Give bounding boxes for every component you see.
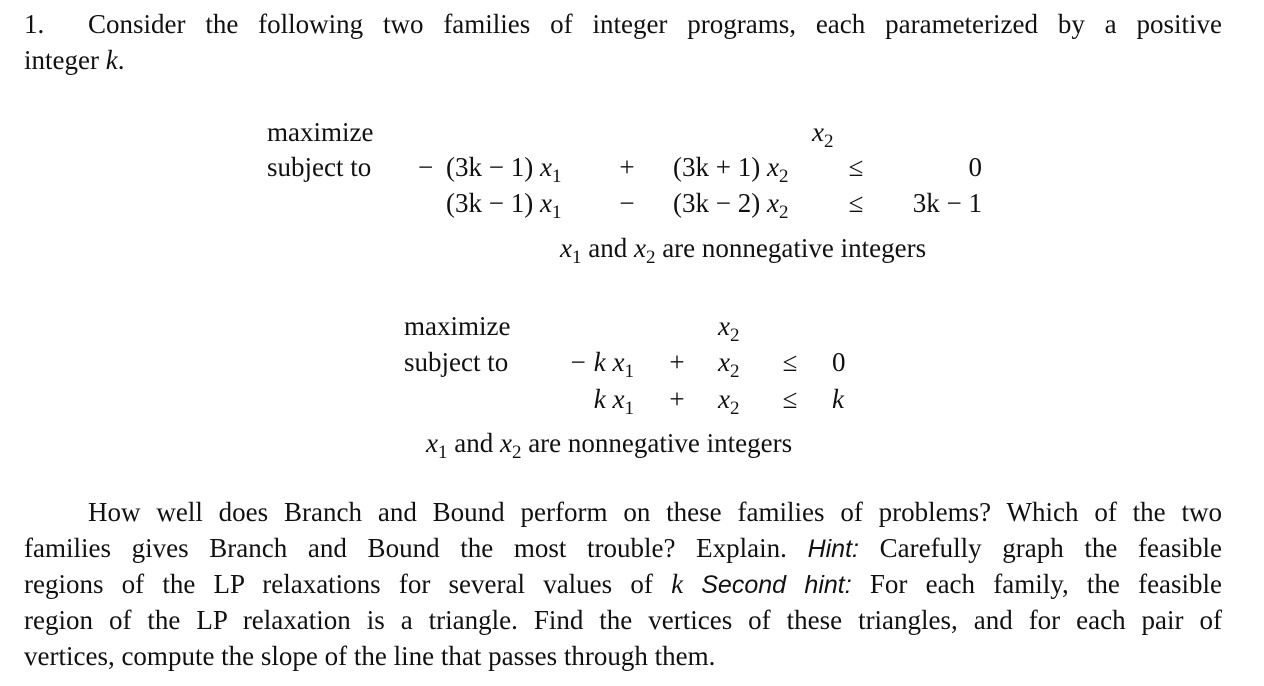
question-line-1: How well does Branch and Bound perform on these families of problems? Which of the two (88, 497, 1222, 527)
integrality-constraint: $x_1$ and $x_2$ are nonnegative integers (560, 233, 927, 268)
problem-number: 1. (24, 9, 45, 39)
constraint-1-op: + (669, 347, 685, 377)
constraint-2-term-2: (3k − 2) $x_2$ (673, 188, 789, 223)
constraint-1-rel: ≤ (782, 347, 798, 377)
constraint-2-rhs: 3k − 1 (912, 188, 982, 218)
maximize-label: maximize (404, 311, 511, 341)
intro-line-1: Consider the following two families of integer programs, each parameterized by a positive (88, 9, 1222, 39)
constraint-2-rel: ≤ (782, 384, 798, 414)
constraint-2-op: − (619, 188, 635, 218)
constraint-1-term-2: (3k + 1) $x_2$ (673, 152, 789, 187)
constraint-1-term-2: $x_2$ (718, 347, 740, 382)
question-line-3: regions of the LP relaxations for several values of k Second hint: For each family, the feasible (24, 569, 1223, 599)
constraint-1-term-1: − k $x_1$ (568, 347, 634, 382)
integrality-constraint: $x_1$ and $x_2$ are nonnegative integers (426, 428, 793, 463)
constraint-2-rel: ≤ (848, 188, 864, 218)
constraint-2-op: + (669, 384, 685, 414)
hint-label: Hint: (807, 535, 859, 563)
subject-to-label: subject to (267, 152, 372, 182)
intro-line-2: integer k. (24, 45, 125, 75)
question-line-2: families gives Branch and Bound the most trouble? Explain. Hint: Carefully graph the feasible (24, 533, 1223, 563)
constraint-1-rel: ≤ (848, 152, 864, 182)
constraint-1-rhs: 0 (832, 347, 846, 377)
constraint-2-term-1: k $x_1$ (593, 384, 634, 419)
constraint-2-rhs: k (832, 384, 844, 414)
constraint-1-op: + (619, 152, 635, 182)
constraint-2-term-2: $x_2$ (718, 384, 740, 419)
question-line-5: vertices, compute the slope of the line that passes through them. (24, 641, 716, 671)
question-line-4: region of the LP relaxation is a triangle. Find the vertices of these triangles, and for each pair of (24, 605, 1222, 635)
constraint-1-lead: − (418, 152, 434, 182)
maximize-label: maximize (267, 117, 374, 147)
objective: $x_2$ (812, 117, 834, 152)
subject-to-label: subject to (404, 347, 509, 377)
question-paragraph (24, 494, 1222, 678)
second-hint-label: Second hint: (701, 571, 852, 599)
objective: $x_2$ (718, 311, 740, 346)
constraint-1-term-1: (3k − 1) $x_1$ (446, 152, 562, 187)
constraint-2-term-1: (3k − 1) $x_1$ (446, 188, 562, 223)
constraint-1-rhs: 0 (968, 152, 982, 182)
